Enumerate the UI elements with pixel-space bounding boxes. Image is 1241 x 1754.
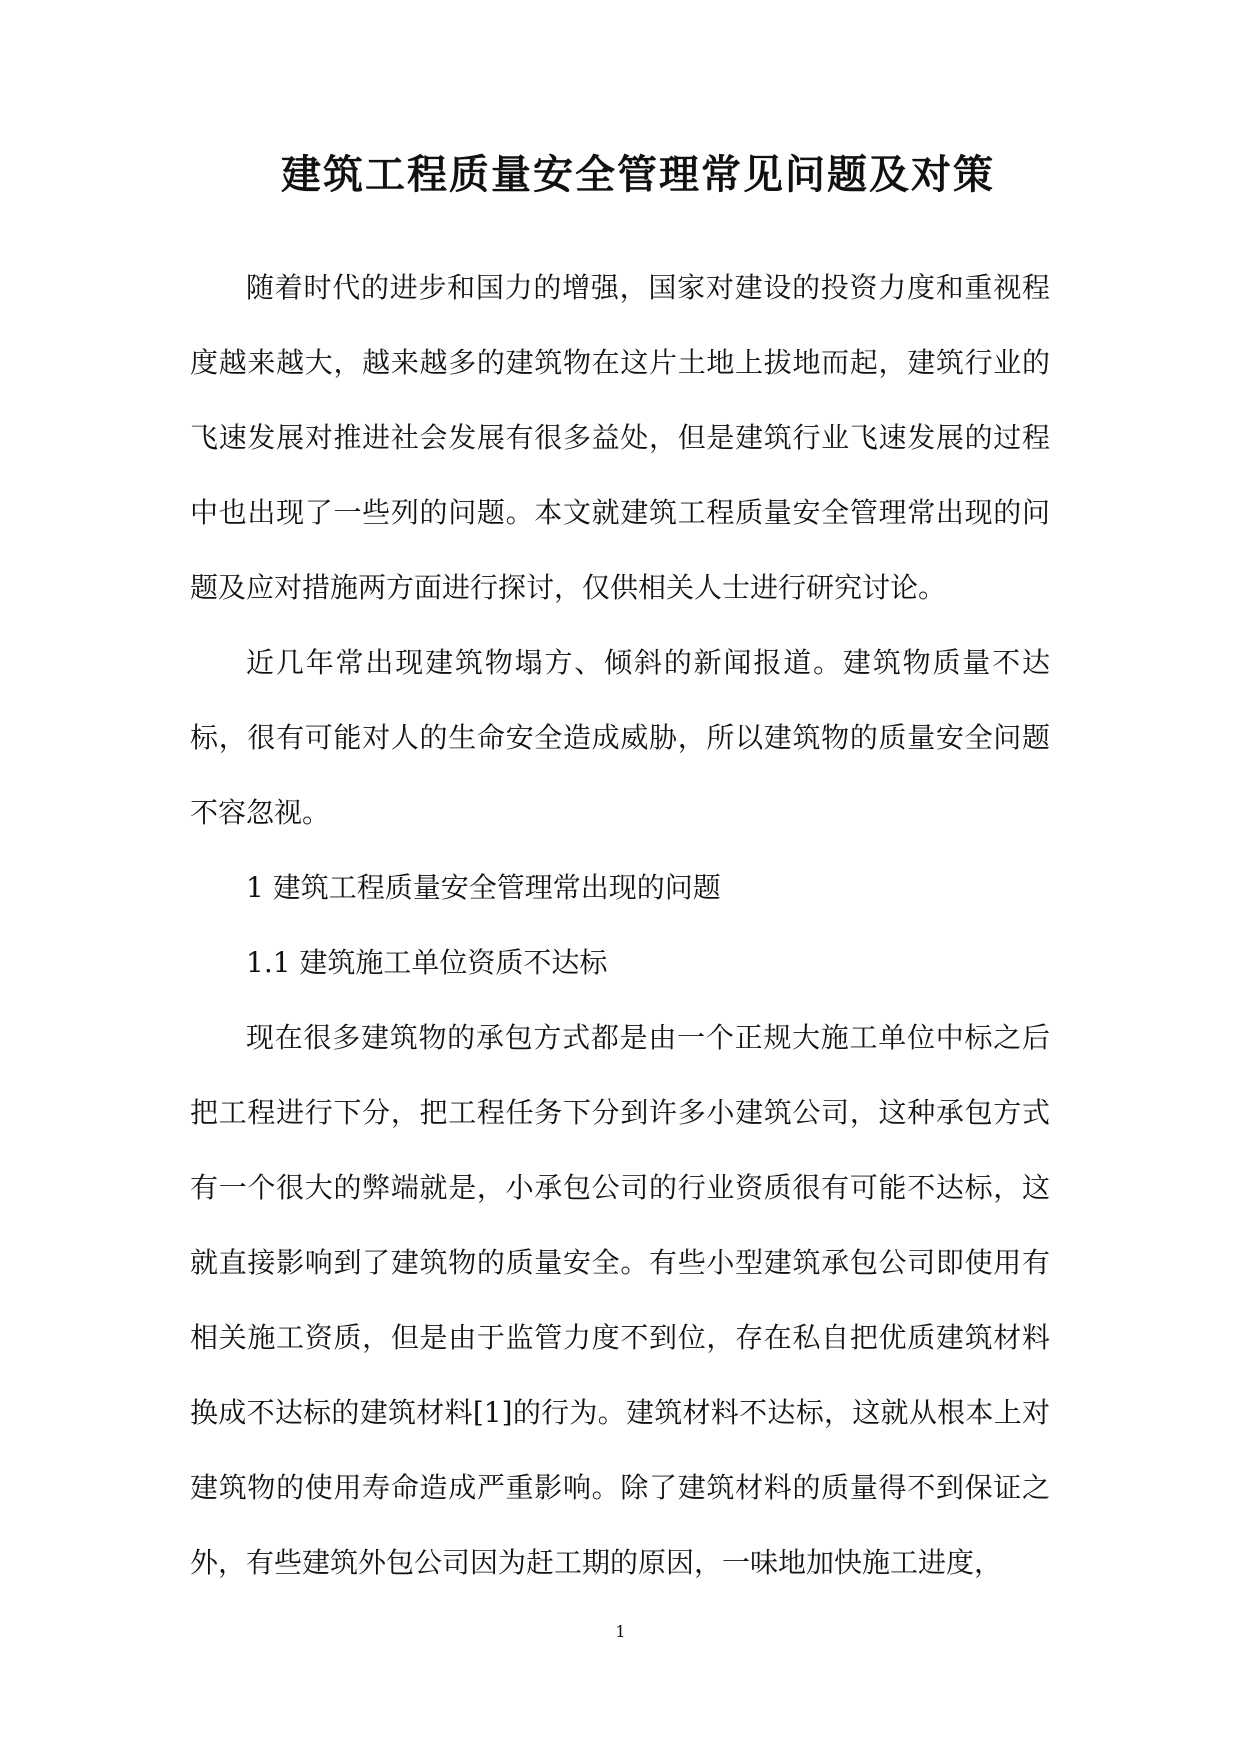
document-body <box>190 250 1050 1600</box>
section-heading-1: 1 建筑工程质量安全管理常出现的问题 <box>246 871 721 904</box>
paragraph-news-reports: 近几年常出现建筑物塌方、倾斜的新闻报道。建筑物质量不达标，很有可能对人的生命安全造成威胁，所以建筑物的质量安全问题不容忽视。 <box>190 646 1050 829</box>
section-heading-1-1: 1.1 建筑施工单位资质不达标 <box>246 946 608 979</box>
paragraph-intro: 随着时代的进步和国力的增强，国家对建设的投资力度和重视程度越来越大，越来越多的建筑物在这片土地上拔地而起，建筑行业的飞速发展对推进社会发展有很多益处，但是建筑行业飞速发展的过程中也出现了一些列的问题。本文就建筑工程质量安全管理常出现的问题及应对措施两方面进行探讨，仅供相关人士进行研究讨论。 <box>190 271 1050 604</box>
paragraph-contractor-qualification: 现在很多建筑物的承包方式都是由一个正规大施工单位中标之后把工程进行下分，把工程任务下分到许多小建筑公司，这种承包方式有一个很大的弊端就是，小承包公司的行业资质很有可能不达标，这就直接影响到了建筑物的质量安全。有些小型建筑承包公司即使用有相关施工资质，但是由于监管力度不到位，存在私自把优质建筑材料换成不达标的建筑材料[1]的行为。建筑材料不达标，这就从根本上对建筑物的使用寿命造成严重影响。除了建筑材料的质量得不到保证之外，有些建筑外包公司因为赶工期的原因，一味地加快施工进度， <box>190 1021 1050 1579</box>
page-number: 1 <box>615 1622 626 1641</box>
document-title: 建筑工程质量安全管理常见问题及对策 <box>281 151 995 198</box>
